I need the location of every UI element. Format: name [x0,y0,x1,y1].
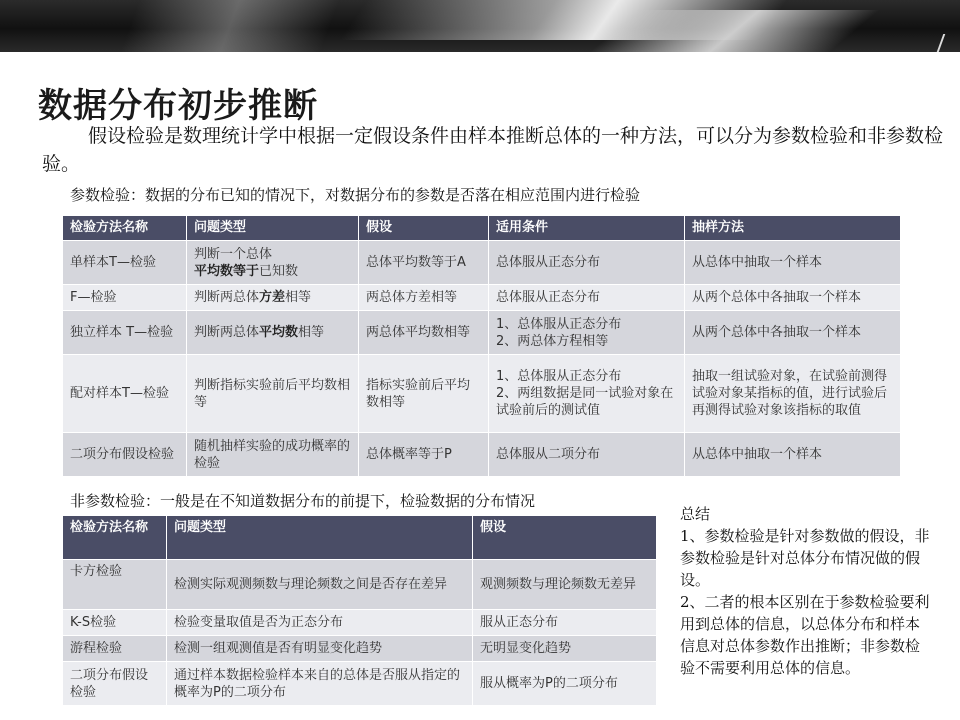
page-title: 数据分布初步推断 [38,86,318,126]
problem-cell: 检测实际观测频数与理论频数之间是否存在差异 [167,560,473,610]
summary-point: 1、参数检验是针对参数做的假设，非参数检验是针对总体分布情况做的假设。 [680,527,930,589]
table-header-row [63,216,901,241]
summary-heading: 总结 [680,505,711,523]
sampling-cell: 抽取一组试验对象，在试验前测得试验对象某指标的值，进行试验后再测得试验对象该指标的取值 [685,355,901,433]
top-banner [0,0,960,52]
header-hypothesis: 假设 [473,516,657,560]
hypothesis-cell: 两总体平均数相等 [359,311,489,355]
table-row [63,433,901,477]
parametric-label: 参数检验：数据的分布已知的情况下，对数据分布的参数是否落在相应范围内进行检验 [70,186,641,204]
header-condition: 适用条件 [489,216,685,241]
hypothesis-cell: 服从正态分布 [473,610,657,636]
condition-cell: 1、总体服从正态分布 2、两总体方程相等 [489,311,685,355]
problem-cell: 检验变量取值是否为正态分布 [167,610,473,636]
table-row [63,560,657,610]
problem-cell: 检测一组观测值是否有明显变化趋势 [167,636,473,662]
method-cell: 独立样本 T—检验 [63,311,187,355]
table-row [63,355,901,433]
problem-cell: 判断两总体平均数相等 [187,311,359,355]
problem-cell: 随机抽样实验的成功概率的检验 [187,433,359,477]
condition-cell: 总体服从二项分布 [489,433,685,477]
nonparametric-table [62,515,657,706]
hypothesis-cell: 总体概率等于P [359,433,489,477]
method-cell: K-S检验 [63,610,167,636]
table-row [63,241,901,285]
method-cell: 二项分布假设检验 [63,433,187,477]
header-sampling: 抽样方法 [685,216,901,241]
table-row [63,285,901,311]
problem-cell: 判断一个总体 平均数等于已知数 [187,241,359,285]
sampling-cell: 从总体中抽取一个样本 [685,241,901,285]
method-cell: 单样本T—检验 [63,241,187,285]
hypothesis-cell: 指标实验前后平均数相等 [359,355,489,433]
nonparametric-label: 非参数检验：一般是在不知道数据分布的前提下，检验数据的分布情况 [70,492,536,510]
parametric-table [62,215,901,477]
summary-point: 2、二者的根本区别在于参数检验要利用到总体的信息，以总体分布和样本信息对总体参数作出推断；非参数检验不需要利用总体的信息。 [680,593,930,677]
sampling-cell: 从总体中抽取一个样本 [685,433,901,477]
method-cell: 配对样本T—检验 [63,355,187,433]
table-row [63,311,901,355]
table-row [63,610,657,636]
banner-streak [121,0,340,52]
method-cell: F—检验 [63,285,187,311]
header-method: 检验方法名称 [63,516,167,560]
hypothesis-cell: 两总体方差相等 [359,285,489,311]
sampling-cell: 从两个总体中各抽取一个样本 [685,285,901,311]
header-hypothesis: 假设 [359,216,489,241]
condition-cell: 1、总体服从正态分布 2、两组数据是同一试验对象在试验前后的测试值 [489,355,685,433]
header-method: 检验方法名称 [63,216,187,241]
table-row [63,662,657,706]
problem-cell: 判断指标实验前后平均数相等 [187,355,359,433]
summary-box [680,503,930,679]
hypothesis-cell: 无明显变化趋势 [473,636,657,662]
intro-paragraph: 假设检验是数理统计学中根据一定假设条件由样本推断总体的一种方法，可以分为参数检验和非参数检验。 [42,125,944,175]
method-cell: 游程检验 [63,636,167,662]
table-header-row [63,516,657,560]
problem-cell: 判断两总体方差相等 [187,285,359,311]
hypothesis-cell: 总体平均数等于A [359,241,489,285]
condition-cell: 总体服从正态分布 [489,285,685,311]
hypothesis-cell: 观测频数与理论频数无差异 [473,560,657,610]
method-cell: 卡方检验 [63,560,167,610]
table-row [63,636,657,662]
method-cell: 二项分布假设检验 [63,662,167,706]
hypothesis-cell: 服从概率为P的二项分布 [473,662,657,706]
header-problem: 问题类型 [167,516,473,560]
problem-cell: 通过样本数据检验样本来自的总体是否服从指定的概率为P的二项分布 [167,662,473,706]
condition-cell: 总体服从正态分布 [489,241,685,285]
sampling-cell: 从两个总体中各抽取一个样本 [685,311,901,355]
header-problem: 问题类型 [187,216,359,241]
